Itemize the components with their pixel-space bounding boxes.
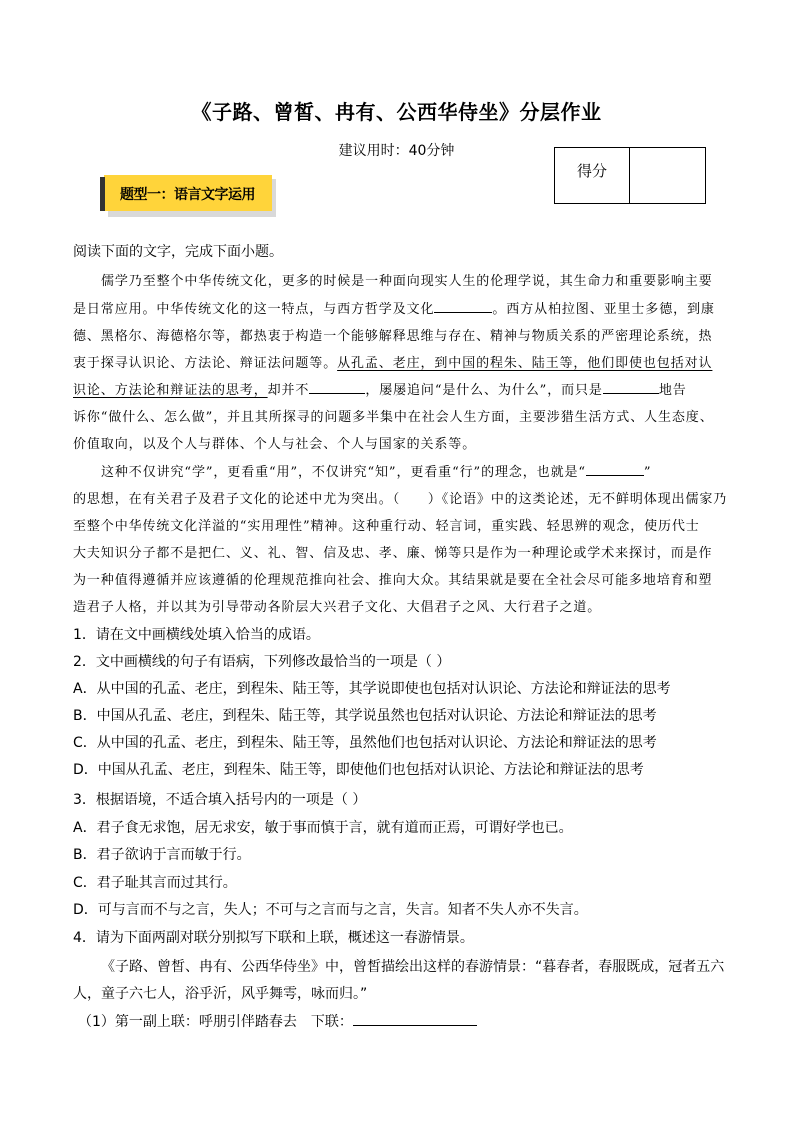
passage-line: 诉你“做什么、怎么做”，并且其所探寻的问题多半集中在社会人生方面，主要涉猎生活方式、人生态度、 — [73, 410, 714, 425]
option-d: D．可与言而不与之言，失人；不可与之言而与之言，失言。知者不失人亦不失言。 — [73, 902, 588, 918]
passage-line: 德、黑格尔、海德格尔等，都热衷于构造一个能够解释思维与存在、精神与物质关系的严密理论系统，热 — [73, 329, 713, 344]
passage-line — [73, 352, 712, 371]
passage-text: ” — [643, 465, 652, 480]
passage-text: 是日常应用。中华传统文化的这一特点，与西方哲学及文化 — [73, 302, 435, 317]
passage-text: 这种不仅讲究“学”，更看重“用”，不仅讲究“知”，更看重“行”的理念，也就是“ — [101, 465, 586, 480]
section-label: 题型一：语言文字运用 — [120, 187, 255, 203]
passage-line: 价值取向，以及个人与群体、个人与社会、个人与国家的关系等。 — [73, 437, 477, 452]
passage-line — [101, 461, 651, 480]
answer-blank[interactable] — [353, 1024, 477, 1026]
passage-line — [73, 379, 687, 398]
score-box — [554, 147, 706, 204]
passage-text: 。西方从柏拉图、亚里士多德，到康 — [492, 302, 715, 317]
question-2: 2．文中画横线的句子有语病，下列修改最恰当的一项是（ ） — [73, 654, 451, 670]
fill-blank — [586, 474, 644, 476]
question-4-context: 《子路、曾皙、冉有、公西华侍坐》中，曾皙描绘出这样的春游情景：“暮春者，春服既成，冠者五六 — [101, 959, 725, 975]
instruction: 阅读下面的文字，完成下面小题。 — [73, 244, 283, 260]
passage-line: 为一种值得遵循并应该遵循的伦理规范推向社会、推向大众。其结果就是要在全社会尽可能多地培育和塑 — [73, 573, 713, 588]
question-3: 3．根据语境，不适合填入括号内的一项是（ ） — [73, 792, 367, 808]
passage-text: 却并不 — [267, 383, 310, 398]
underlined-sentence: 从孔孟、老庄，到中国的程朱、陆王等，他们即使也包括对认 — [337, 356, 713, 371]
option-c: C．从中国的孔孟、老庄，到程朱、陆王等，虽然他们也包括对认识论、方法论和辩证法的思考 — [73, 735, 657, 751]
option-c: C．君子耻其言而过其行。 — [73, 875, 237, 891]
passage-text: 地告 — [658, 383, 687, 398]
suggested-time: 建议用时：40分钟 — [338, 143, 455, 159]
fill-blank — [603, 392, 659, 394]
question-1: 1．请在文中画横线处填入恰当的成语。 — [73, 627, 320, 643]
option-d: D．中国从孔孟、老庄，到程朱、陆王等，即使他们也包括对认识论、方法论和辩证法的思考 — [73, 762, 644, 778]
passage-line: 儒学乃至整个中华传统文化，更多的时候是一种面向现实人生的伦理学说，其生命力和重要影响主要 — [101, 274, 713, 289]
option-a: A．从中国的孔孟、老庄，到程朱、陆王等，其学说即使也包括对认识论、方法论和辩证法的思考 — [73, 681, 671, 697]
option-b: B．中国从孔孟、老庄，到程朱、陆王等，其学说虽然也包括对认识论、方法论和辩证法的思考 — [73, 708, 657, 724]
option-a: A．君子食无求饱，居无求安，敏于事而慎于言，就有道而正焉，可谓好学也已。 — [73, 820, 573, 836]
passage-text: ，屡屡追问“是什么、为什么”，而只是 — [365, 383, 603, 398]
question-4-context: 人，童子六七人，浴乎沂，风乎舞雩，咏而归。” — [73, 986, 368, 1002]
fill-blank — [309, 392, 365, 394]
passage-line: 大夫知识分子都不是把仁、义、礼、智、信及忠、孝、廉、悌等只是作为一种理论或学术来探讨，而是作 — [73, 546, 713, 561]
passage-line — [73, 298, 715, 317]
question-4-part-1-text: （1）第一副上联：呼朋引伴踏春去 下联： — [78, 1014, 353, 1030]
banner-accent-bar — [100, 177, 105, 211]
fill-blank — [434, 311, 492, 313]
score-label: 得分 — [555, 148, 630, 203]
question-4-part-1 — [78, 1011, 477, 1031]
passage-text: 衷于探寻认识论、方法论、辩证法问题等。 — [73, 356, 338, 371]
page-title: 《子路、曾皙、冉有、公西华侍坐》分层作业 — [191, 100, 602, 124]
score-value-cell — [630, 148, 705, 203]
section-banner — [104, 175, 275, 214]
question-4: 4．请为下面两副对联分别拟写下联和上联，概述这一春游情景。 — [73, 930, 474, 946]
passage-line: 造君子人格，并以其为引导带动各阶层大兴君子文化、大倡君子之风、大行君子之道。 — [73, 600, 602, 615]
underlined-sentence: 识论、方法论和辩证法的思考， — [73, 383, 268, 398]
passage-line: 的思想，在有关君子及君子文化的论述中尤为突出。（ ）《论语》中的这类论述，无不鲜明体现出儒家乃 — [73, 492, 728, 507]
option-b: B．君子欲讷于言而敏于行。 — [73, 847, 251, 863]
passage-line: 至整个中华传统文化洋溢的“实用理性”精神。这种重行动、轻言词，重实践、轻思辨的观念，使历代士 — [73, 519, 700, 534]
